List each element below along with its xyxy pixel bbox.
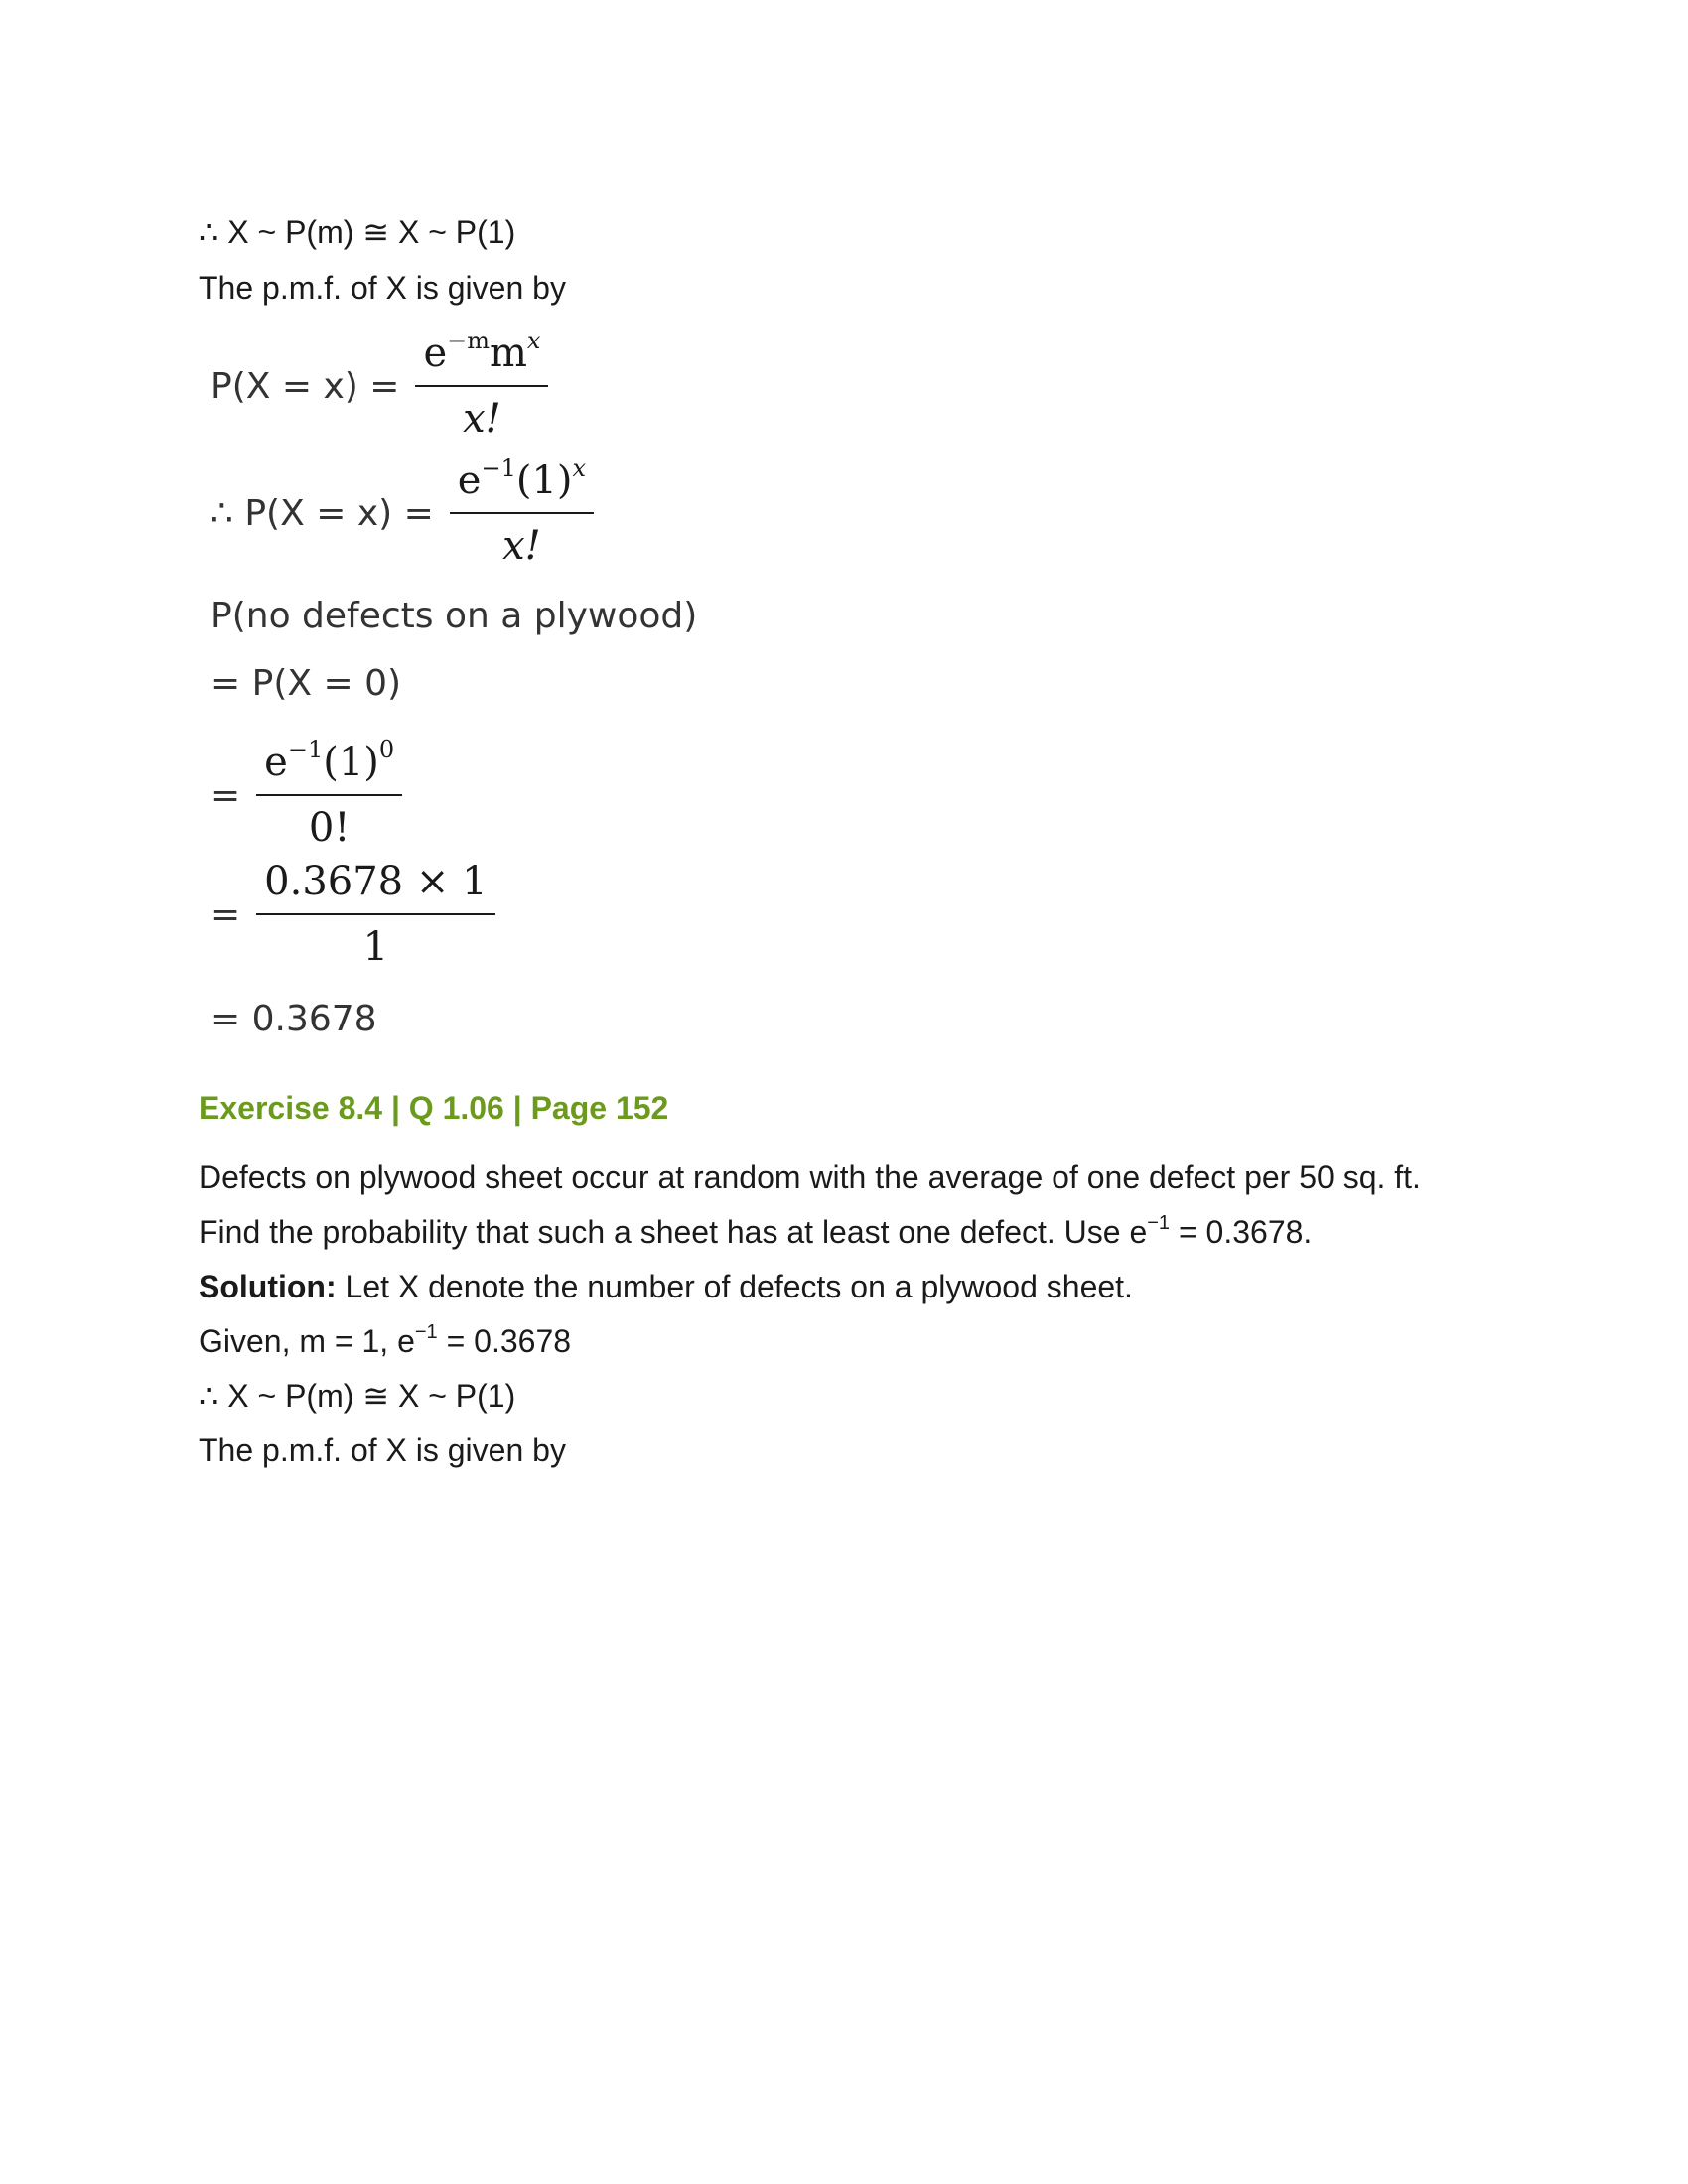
calc-step-3: = $\frac{0.3678 \times 1}{1}$ [211, 856, 495, 973]
pmf-intro: The p.m.f. of X is given by [199, 270, 566, 306]
pmf-general-lhs: P(X = x) = [211, 365, 400, 407]
calc-step-4: = 0.3678 [211, 999, 377, 1039]
pmf-general-formula [211, 328, 548, 445]
question-line-1: Defects on plywood sheet occur at random with the average of one defect per 50 sq. ft. [199, 1160, 1421, 1195]
calc-step-2-fraction: $\frac{e^{-1}(1)^0}{0!}$ [256, 737, 402, 854]
calc-step-1: = P(X = 0) [211, 663, 402, 704]
calc-step-2: = $\frac{e^{-1}(1)^0}{0!}$ [211, 737, 402, 854]
distribution-line-2: ∴ X ~ P(m) ≅ X ~ P(1) [199, 1378, 516, 1414]
pmf-intro-2: The p.m.f. of X is given by [199, 1433, 566, 1468]
distribution-line: ∴ X ~ P(m) ≅ X ~ P(1) [199, 214, 516, 250]
question-line-2: Find the probability that such a sheet has at least one defect. Use $e^{-1} = 0.3678$. [199, 1212, 1313, 1250]
event-probability: P(no defects on a plywood) [211, 596, 698, 636]
solution-line: Solution: Let X denote the number of defects on a plywood sheet. [199, 1269, 1133, 1304]
calc-step-3-fraction: $\frac{0.3678 \times 1}{1}$ [256, 856, 494, 973]
solution-label: Solution: [199, 1269, 337, 1304]
pmf-specific-fraction: $\frac{e^{-1}(1)^x}{x!}$ [450, 455, 594, 572]
pmf-general-fraction: $\frac{e^{-m}m^x}{x!}$ [415, 328, 548, 445]
given-line: Given, m = 1, $e^{-1} = 0.3678$ [199, 1321, 572, 1359]
pmf-specific-denominator: x! [502, 523, 541, 569]
exercise-heading: Exercise 8.4 | Q 1.06 | Page 152 [199, 1090, 669, 1126]
pmf-general-denominator: x! [463, 396, 501, 442]
pmf-specific-lhs: ∴ P(X = x) = [211, 492, 434, 534]
pmf-specific-formula [211, 455, 594, 572]
